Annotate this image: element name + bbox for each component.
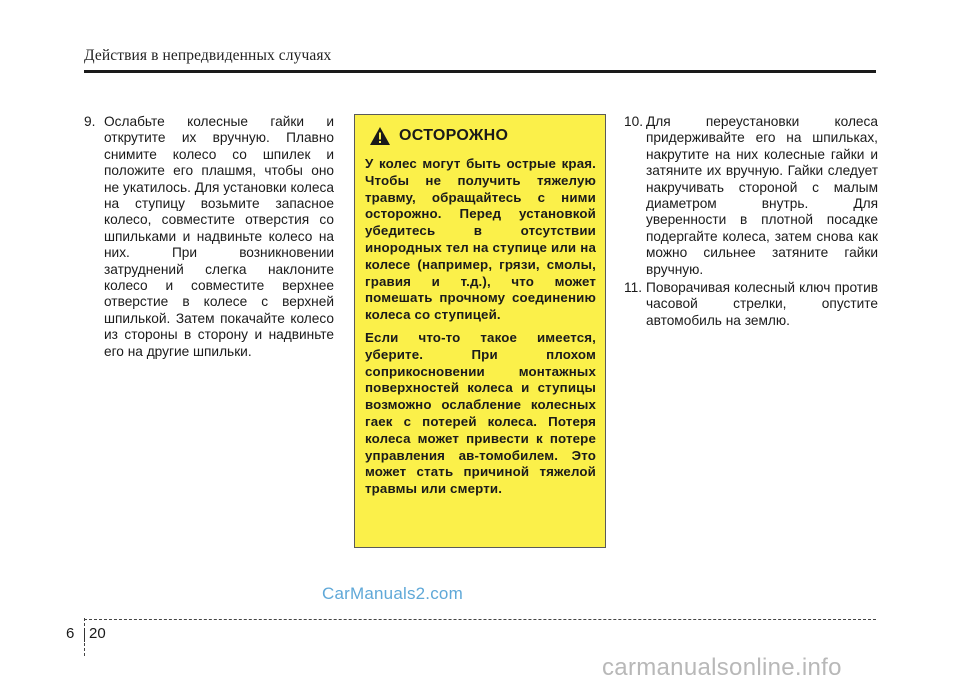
- warning-title: ОСТОРОЖНО: [399, 127, 509, 144]
- warning-paragraph: У колес могут быть острые края. Чтобы не получить тяжелую травму, обращайтесь с ними осторожно. Перед установкой убедитесь в отсутствии инородных тел на ступице или на колесе (например, грязи, смолы, гравия и т.д.), что может помешать прочному соединению колеса со ступицей.: [365, 156, 596, 323]
- warning-header: [369, 126, 596, 146]
- item-text: Поворачивая колесный ключ против часовой стрелки, опустите автомобиль на землю.: [646, 280, 878, 328]
- header-rule: [84, 70, 876, 73]
- page-number: 20: [89, 625, 106, 642]
- warning-box: [354, 114, 606, 548]
- footer-rule: [84, 619, 876, 620]
- item-text: Ослабьте колесные гайки и открутите их вручную. Плавно снимите колесо со шпилек и положите его плашмя, чтобы оно не укатилось. Для установки колеса на ступицу возьмите запасное колесо, совместите отверстия со шпильками и надвиньте колесо на них. При возникновении затруднений слегка наклоните колесо и совместите верхнее отверстие в колесе с верхней шпилькой. Затем покачайте колесо из стороны в сторону и надвиньте его на другие шпильки.: [104, 114, 334, 359]
- warning-triangle-icon: [369, 126, 391, 146]
- list-item: [624, 280, 878, 329]
- list-item: [624, 114, 878, 278]
- folio-separator: [84, 628, 85, 642]
- left-column: [84, 114, 334, 362]
- item-number: 9.: [84, 114, 96, 129]
- item-text: Для переустановки колеса придерживайте его на шпильках, накрутите на них колесные гайки и затяните их вручную. Гайки следует накручивать стороной с малым диаметром внутрь. Для уверенности в плотной посадке подергайте колеса, затем снова как можно сильнее затяните гайки вручную.: [646, 114, 878, 277]
- list-item: [84, 114, 334, 360]
- warning-paragraph: Если что-то такое имеется, уберите. При плохом соприкосновении монтажных поверхностей колеса и ступицы возможно ослабление колесных гаек с потерей колеса. Потеря колеса может привести к потере управления ав-томобилем. Это может стать причиной тяжелой травмы или смерти.: [365, 329, 596, 497]
- section-title: Действия в непредвиденных случаях: [84, 47, 332, 64]
- item-number: 11.: [624, 280, 643, 296]
- watermark-carmanualsonline[interactable]: carmanualsonline.info: [602, 654, 842, 681]
- chapter-number: 6: [66, 625, 75, 642]
- right-column: [624, 114, 878, 331]
- watermark-carmanuals2[interactable]: CarManuals2.com: [322, 584, 463, 603]
- item-number: 10.: [624, 114, 644, 129]
